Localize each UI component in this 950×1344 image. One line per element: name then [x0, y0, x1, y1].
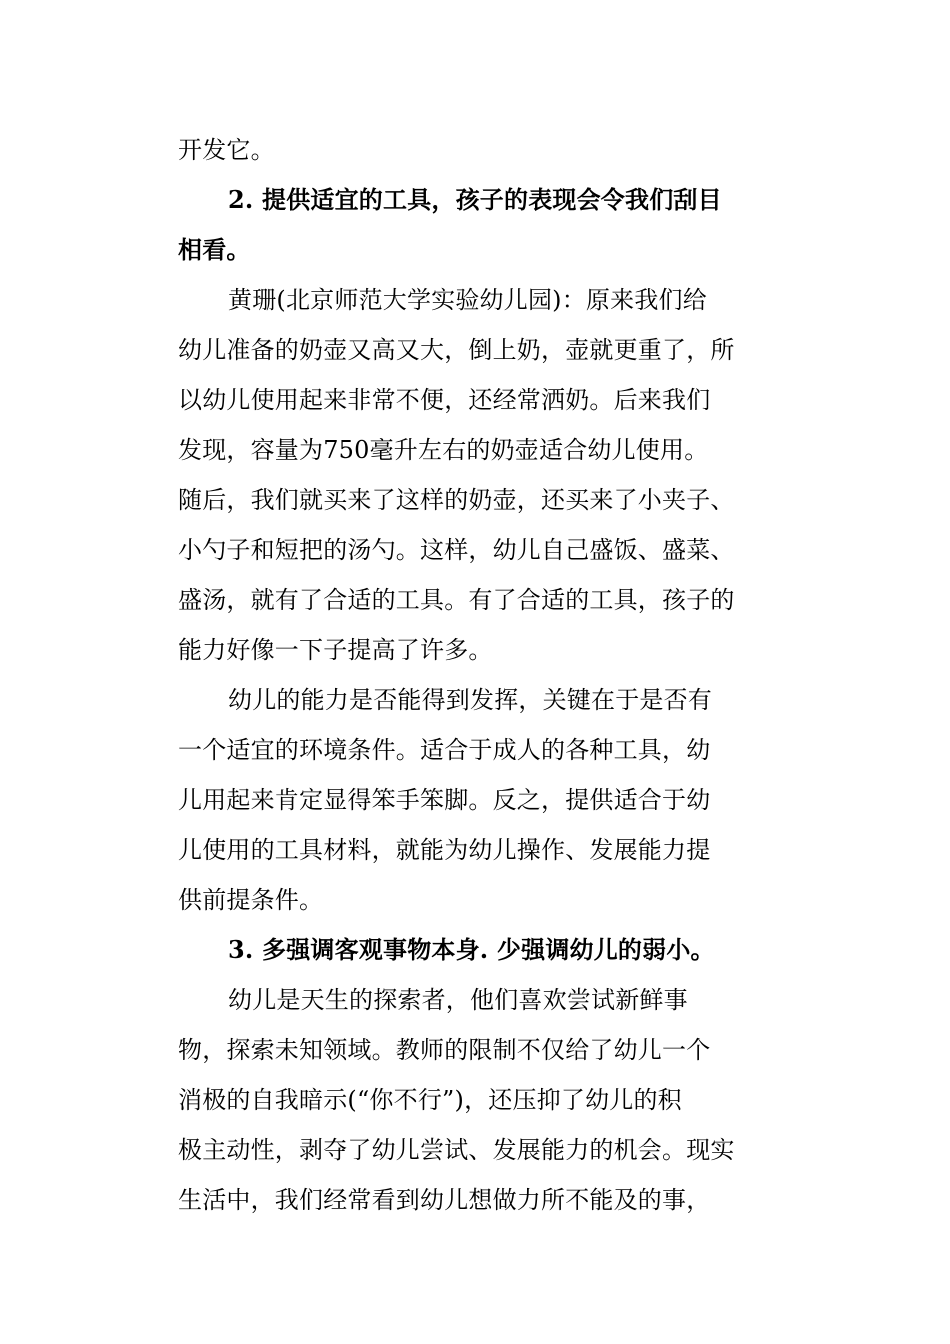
- text-line: 供前提条件。: [178, 886, 324, 914]
- text-line: 儿使用的工具材料，就能为幼儿操作、发展能力提: [178, 836, 711, 864]
- section-heading-2-cont: 相看。: [178, 235, 251, 264]
- text-line: 儿用起来肯定显得笨手笨脚。反之，提供适合于幼: [178, 786, 711, 814]
- text-line: 开发它。: [178, 136, 275, 164]
- text-line: 生活中，我们经常看到幼儿想做力所不能及的事，: [178, 1186, 711, 1214]
- text-line: 幼儿的能力是否能得到发挥，关键在于是否有: [228, 686, 712, 714]
- text-line: 黄珊(北京师范大学实验幼儿园)：原来我们给: [228, 286, 707, 314]
- text-line: 物，探索未知领域。教师的限制不仅给了幼儿一个: [178, 1036, 711, 1064]
- text-line: 能力好像一下子提高了许多。: [178, 636, 493, 664]
- text-line: 发现，容量为750毫升左右的奶壶适合幼儿使用。: [178, 436, 709, 464]
- text-line: 以幼儿使用起来非常不便，还经常洒奶。后来我们: [178, 386, 711, 414]
- section-heading-2: 2. 提供适宜的工具，孩子的表现会令我们刮目: [228, 185, 722, 214]
- text-line: 随后，我们就买来了这样的奶壶，还买来了小夹子、: [178, 486, 735, 514]
- text-line: 一个适宜的环境条件。适合于成人的各种工具，幼: [178, 736, 711, 764]
- text-line: 极主动性，剥夺了幼儿尝试、发展能力的机会。现实: [178, 1136, 735, 1164]
- text-line: 幼儿是天生的探索者，他们喜欢尝试新鲜事: [228, 986, 688, 1014]
- text-line: 幼儿准备的奶壶又高又大，倒上奶，壶就更重了，所: [178, 336, 735, 364]
- text-line: 小勺子和短把的汤勺。这样，幼儿自己盛饭、盛菜、: [178, 536, 735, 564]
- text-line: 消极的自我暗示(“你不行”)，还压抑了幼儿的积: [178, 1086, 682, 1114]
- text-line: 盛汤，就有了合适的工具。有了合适的工具，孩子的: [178, 586, 735, 614]
- section-heading-3: 3. 多强调客观事物本身. 少强调幼儿的弱小。: [228, 935, 715, 964]
